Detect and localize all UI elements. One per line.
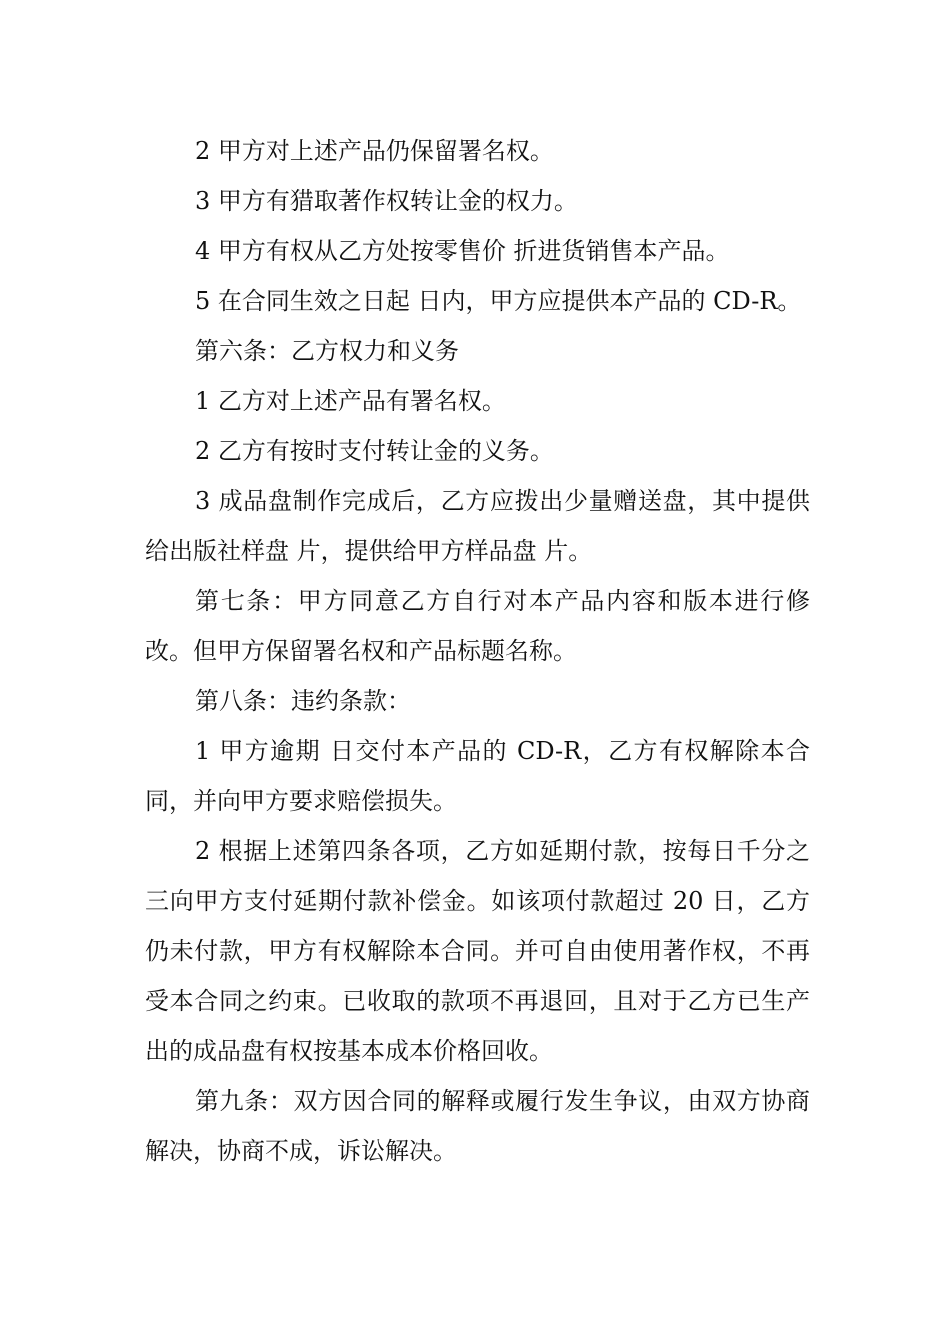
clause-8-item-1: 1 甲方逾期 日交付本产品的 CD-R，乙方有权解除本合同，并向甲方要求赔偿损失。 [145,737,810,815]
clause-5-item-5: 5 在合同生效之日起 日内，甲方应提供本产品的 CD-R。 [195,287,802,315]
clause-5-item-3: 3 甲方有猎取著作权转让金的权力。 [195,187,578,215]
clause-7: 第七条：甲方同意乙方自行对本产品内容和版本进行修改。但甲方保留署名权和产品标题名称。 [145,587,810,665]
clause-5-item-4: 4 甲方有权从乙方处按零售价 折进货销售本产品。 [195,237,730,265]
clause-8-item-2: 2 根据上述第四条各项，乙方如延期付款，按每日千分之三向甲方支付延期付款补偿金。如该项付款超过 20 日，乙方仍未付款，甲方有权解除本合同。并可自由使用著作权，不再受本合同之约束。已收取的款项不再退回，且对于乙方已生产出的成品盘有权按基本成本价格回收。 [145,837,810,1065]
clause-5-item-2: 2 甲方对上述产品仍保留署名权。 [195,137,554,165]
clause-9: 第九条：双方因合同的解释或履行发生争议，由双方协商解决，协商不成，诉讼解决。 [145,1087,810,1165]
clause-6-item-2: 2 乙方有按时支付转让金的义务。 [195,437,554,465]
contract-body [145,126,810,1176]
clause-6-heading: 第六条：乙方权力和义务 [195,337,459,365]
clause-8-heading: 第八条：违约条款： [195,687,411,715]
clause-6-item-1: 1 乙方对上述产品有署名权。 [195,387,506,415]
clause-6-item-3: 3 成品盘制作完成后，乙方应拨出少量赠送盘，其中提供给出版社样盘 片，提供给甲方样品盘 片。 [145,487,810,565]
